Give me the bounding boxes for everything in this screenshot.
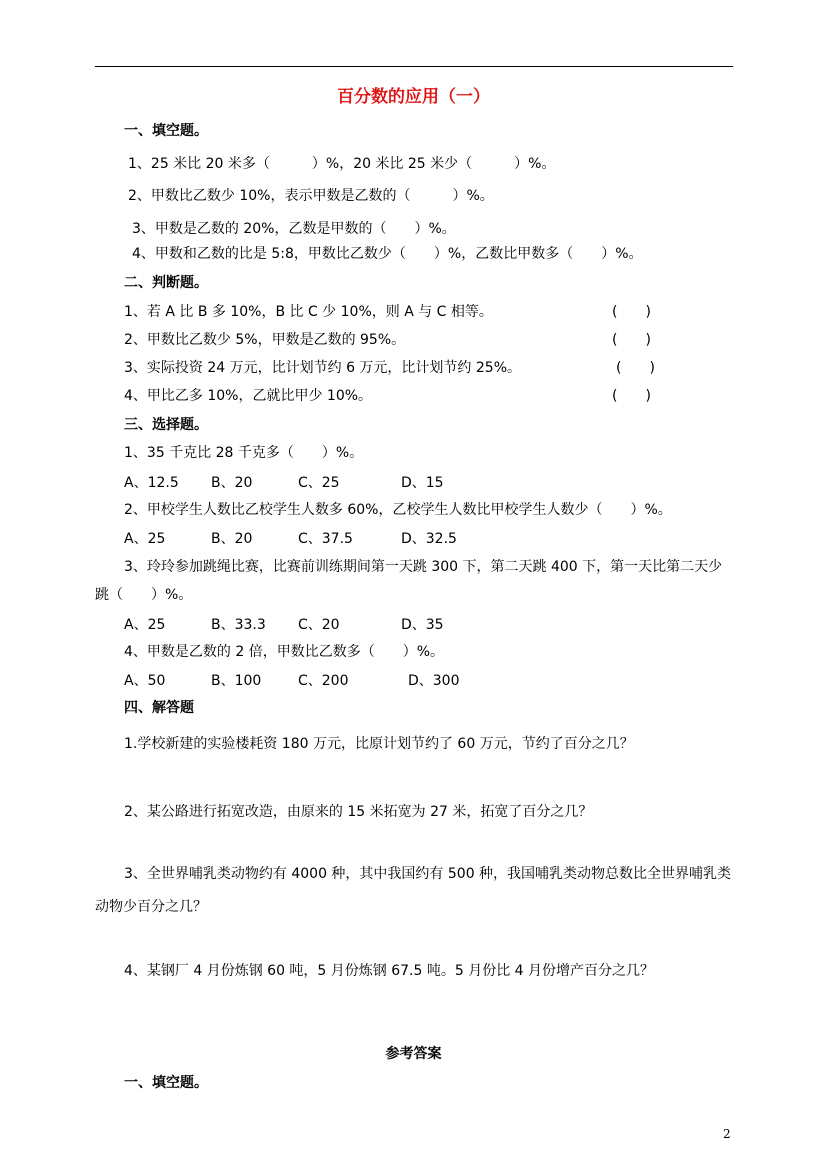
answers-title: 参考答案: [385, 1046, 442, 1062]
judge-item-4: 4、甲比乙多 10%，乙就比甲少 10%。: [124, 388, 373, 404]
choice-q2-option-b[interactable]: B、20: [211, 531, 253, 547]
judge-item-3: 3、实际投资 24 万元，比计划节约 6 万元，比计划节约 25%。: [124, 360, 521, 376]
fill-item-2: 2、甲数比乙数少 10%，表示甲数是乙数的（ ）%。: [128, 188, 494, 204]
choice-q2-option-d[interactable]: D、32.5: [401, 531, 457, 547]
section-solve-heading: 四、解答题: [124, 700, 194, 716]
header-rule: [95, 66, 733, 67]
choice-q3-line2: 跳（ ）%。: [95, 587, 193, 603]
fill-item-4: 4、甲数和乙数的比是 5:8，甲数比乙数少（ ）%，乙数比甲数多（ ）%。: [132, 246, 643, 262]
choice-q2-option-a[interactable]: A、25: [124, 531, 166, 547]
fill-item-3: 3、甲数是乙数的 20%，乙数是甲数的（ ）%。: [132, 221, 456, 237]
solve-q1: 1.学校新建的实验楼耗资 180 万元，比原计划节约了 60 万元，节约了百分之几？: [124, 736, 634, 752]
choice-q1-option-d[interactable]: D、15: [401, 475, 444, 491]
choice-q4-option-c[interactable]: C、200: [298, 673, 349, 689]
choice-q3-option-c[interactable]: C、20: [298, 617, 340, 633]
solve-q3-line2: 动物少百分之几？: [95, 899, 207, 915]
choice-q2-option-c[interactable]: C、37.5: [298, 531, 353, 547]
fill-item-1: 1、25 米比 20 米多（ ）%，20 米比 25 米少（ ）%。: [128, 156, 556, 172]
section-judge-heading: 二、判断题。: [124, 275, 208, 291]
answers-fill-heading: 一、填空题。: [124, 1075, 208, 1091]
choice-q3-line1: 3、玲玲参加跳绳比赛，比赛前训练期间第一天跳 300 下，第二天跳 400 下，第一天比第二天少: [124, 559, 723, 575]
choice-q4-option-a[interactable]: A、50: [124, 673, 166, 689]
page-title: 百分数的应用（一）: [337, 87, 490, 107]
judge-answer-paren-3[interactable]: ( ): [616, 360, 655, 376]
judge-item-2: 2、甲数比乙数少 5%，甲数是乙数的 95%。: [124, 332, 406, 348]
choice-q3-option-d[interactable]: D、35: [401, 617, 444, 633]
choice-q2: 2、甲校学生人数比乙校学生人数多 60%，乙校学生人数比甲校学生人数少（ ）%。: [124, 502, 672, 518]
section-fill-heading: 一、填空题。: [124, 123, 208, 139]
solve-q3-line1: 3、全世界哺乳类动物约有 4000 种，其中我国约有 500 种，我国哺乳类动物总数比全世界哺乳类: [124, 866, 732, 882]
section-choice-heading: 三、选择题。: [124, 417, 208, 433]
choice-q1-option-c[interactable]: C、25: [298, 475, 340, 491]
choice-q4-option-d[interactable]: D、300: [408, 673, 460, 689]
judge-answer-paren-4[interactable]: ( ): [612, 388, 651, 404]
choice-q4-option-b[interactable]: B、100: [211, 673, 262, 689]
judge-item-1: 1、若 A 比 B 多 10%，B 比 C 少 10%，则 A 与 C 相等。: [124, 304, 493, 320]
choice-q1-option-a[interactable]: A、12.5: [124, 475, 179, 491]
solve-q4: 4、某钢厂 4 月份炼钢 60 吨，5 月份炼钢 67.5 吨。5 月份比 4 月份增产百分之几？: [124, 963, 655, 979]
page-number: 2: [723, 1127, 731, 1141]
judge-answer-paren-1[interactable]: ( ): [612, 304, 651, 320]
choice-q1-option-b[interactable]: B、20: [211, 475, 253, 491]
judge-answer-paren-2[interactable]: ( ): [612, 332, 651, 348]
solve-q2: 2、某公路进行拓宽改造，由原来的 15 米拓宽为 27 米，拓宽了百分之几？: [124, 804, 593, 820]
choice-q1: 1、35 千克比 28 千克多（ ）%。: [124, 445, 364, 461]
choice-q3-option-b[interactable]: B、33.3: [211, 617, 266, 633]
choice-q3-option-a[interactable]: A、25: [124, 617, 166, 633]
choice-q4: 4、甲数是乙数的 2 倍，甲数比乙数多（ ）%。: [124, 644, 445, 660]
